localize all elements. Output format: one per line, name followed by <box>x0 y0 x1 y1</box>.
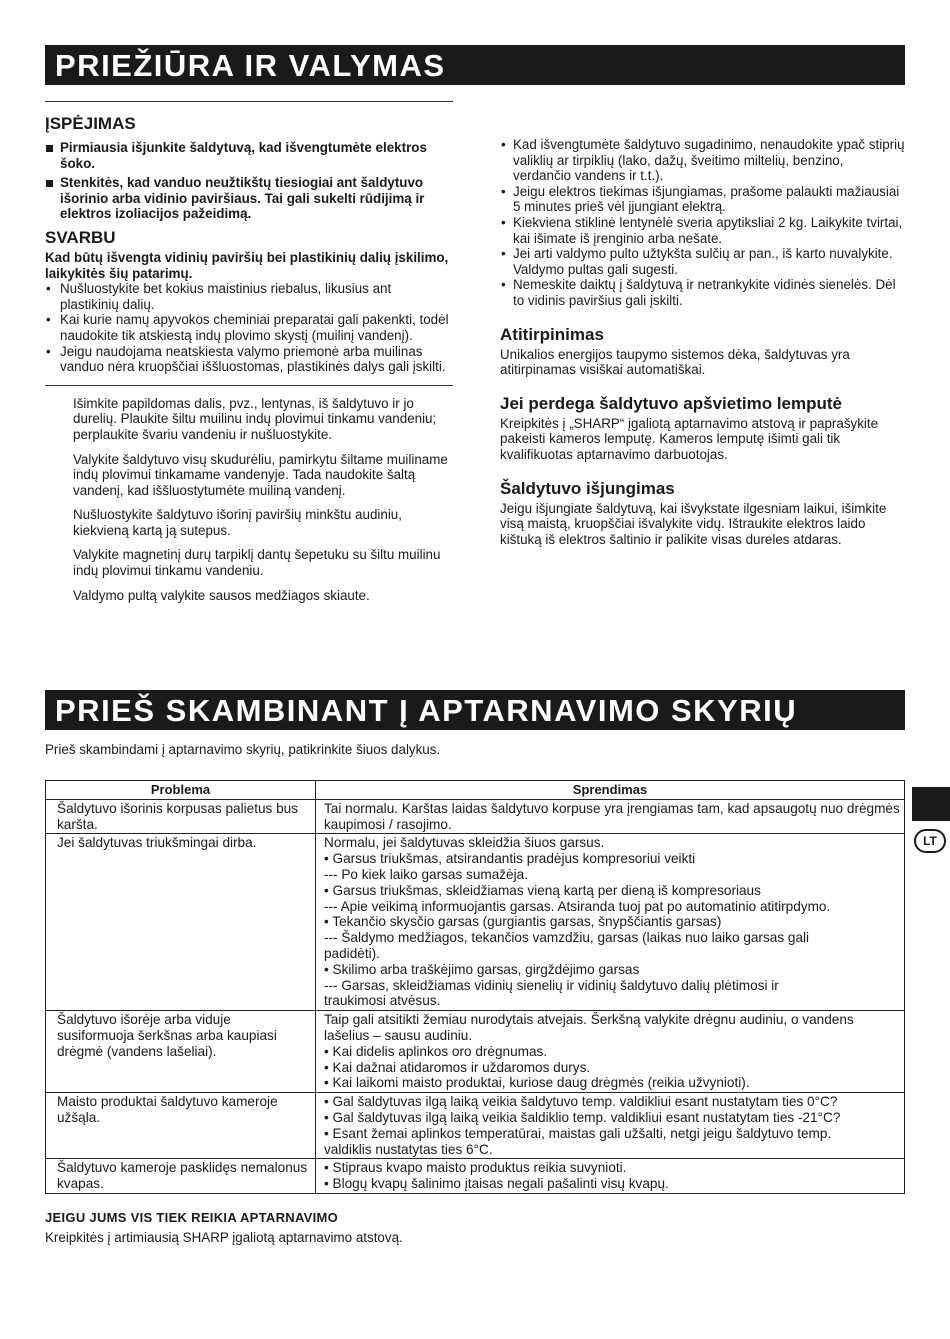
cleaning-paragraph: Valdymo pultą valykite sausos medžiagos skiaute. <box>73 587 370 603</box>
problem-cell: Šaldytuvo kameroje pasklidęs nemalonus kvapas. <box>46 1159 316 1194</box>
warning-item: Pirmiausia išjunkite šaldytuvą, kad išvengtumėte elektros šoko. <box>45 140 453 171</box>
solution-cell: Tai normalu. Karštas laidas šaldytuvo korpuse yra įrengiamas tam, kad apsaugotų nuo drėgmės kaupimosi / rasojimo. <box>316 799 905 834</box>
left-column <box>45 101 453 612</box>
section-title-before-service: PRIEŠ SKAMBINANT Į APTARNAVIMO SKYRIŲ <box>45 690 905 730</box>
defrost-text: Unikalios energijos taupymo sistemos dėka, šaldytuvas yra atitirpinamas visiškai automatiškai. <box>500 346 850 378</box>
caution-item: • Kiekviena stiklinė lentynėlė sveria apytiksliai 2 kg. Laikykite tvirtai, kai išimate iš įrenginio arba nešate. <box>500 215 905 246</box>
important-intro: Kad būtų išvengta vidinių paviršių bei plastikinių dalių įskilimo, laikykitės šių patarimų. <box>45 249 449 281</box>
table-row <box>46 834 905 1011</box>
problem-cell: Maisto produktai šaldytuvo kameroje užšąla. <box>46 1093 316 1159</box>
need-service-heading: JEIGU JUMS VIS TIEK REIKIA APTARNAVIMO <box>45 1210 339 1225</box>
problem-cell: Jei šaldytuvas triukšmingai dirba. <box>46 834 316 1011</box>
important-list <box>45 281 453 375</box>
divider <box>45 385 453 386</box>
important-item: • Kai kurie namų apyvokos cheminiai preparatai gali pakenkti, todėl naudokite tik atskiestą indų plovimo skystį (muilinį vandenį). <box>45 312 453 343</box>
cleaning-paragraph: Išimkite papildomas dalis, pvz., lentynas, iš šaldytuvo ir jo durelių. Plaukite šiltu muilinu indų plovimui tinkamu vandeniu; perplaukite švariu vandeniu ir nušluostykite. <box>73 395 437 442</box>
need-service-text: Kreipkitės į artimiausią SHARP įgaliotą aptarnavimo atstovą. <box>45 1230 403 1245</box>
problem-cell: Šaldytuvo išorėje arba viduje susiformuoja šerkšnas arba kaupiasi drėgmė (vandens lašeliai). <box>46 1011 316 1093</box>
language-badge: LT <box>914 829 946 853</box>
important-item: • Jeigu naudojama neatskiesta valymo priemonė arba muilinas vanduo nėra kruopščiai iššluostomas, plastikinės dalys gali įskilti. <box>45 344 453 375</box>
solution-cell: • Gal šaldytuvas ilgą laiką veikia šaldytuvo temp. valdikliui esant nustatytam ties 0°C? • Gal šaldytuvas ilgą laiką veikia šaldiklio temp. valdikliui esant nustatytam ties -21°C? • Esant žemai aplinkos temperatūrai, maistas gali užšalti, netgi jeigu šaldytuvo temp. valdiklis nustatytas ties 6°C. <box>316 1093 905 1159</box>
warning-item: Stenkitės, kad vanduo neužtikštų tiesiogiai ant šaldytuvo išorinio arba vidinio paviršiaus. Tai gali sukelti rūdijimą ir elektros izoliacijos pažeidimą. <box>45 175 453 222</box>
cleaning-paragraph: Nušluostykite šaldytuvo išorinį paviršių minkštu audiniu, kiekvieną kartą ją sutepus. <box>73 507 402 538</box>
table-row <box>46 1159 905 1194</box>
lamp-text: Kreipkitės į „SHARP“ įgaliotą aptarnavimo atstovą ir paprašykite pakeisti kameros lemputę. Kameros lemputę išimti gali tik kvalifikuotas aptarnavimo darbuotojas. <box>500 415 879 462</box>
solution-cell: Taip gali atsitikti žemiau nurodytais atvejais. Šerkšną valykite drėgnu audiniu, o vandens lašelius – sausu audiniu. • Kai didelis aplinkos oro drėgnumas. • Kai dažnai atidaromos ir uždaromos durys. • Kai laikomi maisto produktai, kuriose daug drėgmės (reikia užvynioti). <box>316 1011 905 1093</box>
caution-item: • Nemeskite daiktų į šaldytuvą ir netrankykite vidinės sienelės. Dėl to vidinis paviršius gali įskilti. <box>500 277 905 308</box>
important-item: • Nušluostykite bet kokius maistinius riebalus, likusius ant plastikinių dalių. <box>45 281 453 312</box>
switch-off-text: Jeigu išjungiate šaldytuvą, kai išvykstate ilgesniam laikui, išimkite visą maistą, kruopščiai išvalykite vidų. Ištraukite elektros laido kištuką iš elektros šaltinio ir palikite visas dureles atdaras. <box>500 500 887 547</box>
switch-off-section <box>500 479 905 548</box>
section-title-maintenance: PRIEŽIŪRA IR VALYMAS <box>45 45 905 85</box>
important-heading: SVARBU <box>45 227 116 247</box>
column-header-problem: Problema <box>46 781 316 800</box>
troubleshoot-intro: Prieš skambindami į aptarnavimo skyrių, patikrinkite šiuos dalykus. <box>45 742 441 757</box>
caution-list <box>500 137 905 309</box>
table-row <box>46 799 905 834</box>
warning-list <box>45 140 453 222</box>
table-header-row <box>46 781 905 800</box>
problem-cell: Šaldytuvo išorinis korpusas palietus bus karšta. <box>46 799 316 834</box>
troubleshooting-table <box>45 780 905 1194</box>
cleaning-paragraph: Valykite magnetinį durų tarpiklį dantų šepetuku su šiltu muilinu indų plovimui tinkamu vandeniu. <box>73 547 441 579</box>
column-header-solution: Sprendimas <box>316 781 905 800</box>
right-column <box>500 137 905 547</box>
caution-item: • Jeigu elektros tiekimas išjungiamas, prašome palaukti mažiausiai 5 minutes prieš vėl įjungiant elektrą. <box>500 184 905 215</box>
switch-off-heading: Šaldytuvo išjungimas <box>500 478 675 498</box>
table-row <box>46 1011 905 1093</box>
warning-heading: ĮSPĖJIMAS <box>45 114 136 133</box>
divider <box>45 101 453 102</box>
lamp-section <box>500 394 905 463</box>
solution-cell: • Stipraus kvapo maisto produktus reikia suvynioti. • Blogų kvapų šalinimo įtaisas negali pašalinti visų kvapų. <box>316 1159 905 1194</box>
defrost-section <box>500 325 905 378</box>
lamp-heading: Jei perdega šaldytuvo apšvietimo lemputė <box>500 393 843 413</box>
table-row <box>46 1093 905 1159</box>
defrost-heading: Atitirpinimas <box>500 324 604 344</box>
caution-item: • Jei arti valdymo pulto užtykšta sulčių ar pan., iš karto nuvalykite. Valdymo pultas gali sugesti. <box>500 246 905 277</box>
page-edge-tab <box>912 787 950 821</box>
solution-cell: Normalu, jei šaldytuvas skleidžia šiuos garsus. • Garsus triukšmas, atsirandantis pradėjus kompresoriui veikti --- Po kiek laiko garsas sumažėja. • Garsus triukšmas, skleidžiamas vieną kartą per dieną iš kompresoriaus --- Apie veikimą informuojantis garsas. Atsiranda tuoj pat po automatinio atitirpdymo. • Tekančio skysčio garsas (gurgiantis garsas, šnypščiantis garsas) --- Šaldymo medžiagos, tekančios vamzdžiu, garsas (laikas nuo laiko garsas gali padidėti). • Skilimo arba traškėjimo garsas, girgždėjimo garsas --- Garsas, skleidžiamas vidinių sienelių ir vidinių šaldytuvo dalių plėtimosi ir traukimosi atvėsus. <box>316 834 905 1011</box>
cleaning-paragraph: Valykite šaldytuvo visų skudurėliu, pamirkytu šiltame muiliname indų plovimui tinkamame vandenyje. Tada naudokite šaltą vandenį, kad iššluostytumėte muiliną vandenį. <box>73 451 448 498</box>
caution-item: • Kad išvengtumėte šaldytuvo sugadinimo, nenaudokite ypač stiprių valiklių ar tirpiklių (lako, dažų, šveitimo miltelių, benzino, verdančio vandens ir t.t.). <box>500 137 905 184</box>
